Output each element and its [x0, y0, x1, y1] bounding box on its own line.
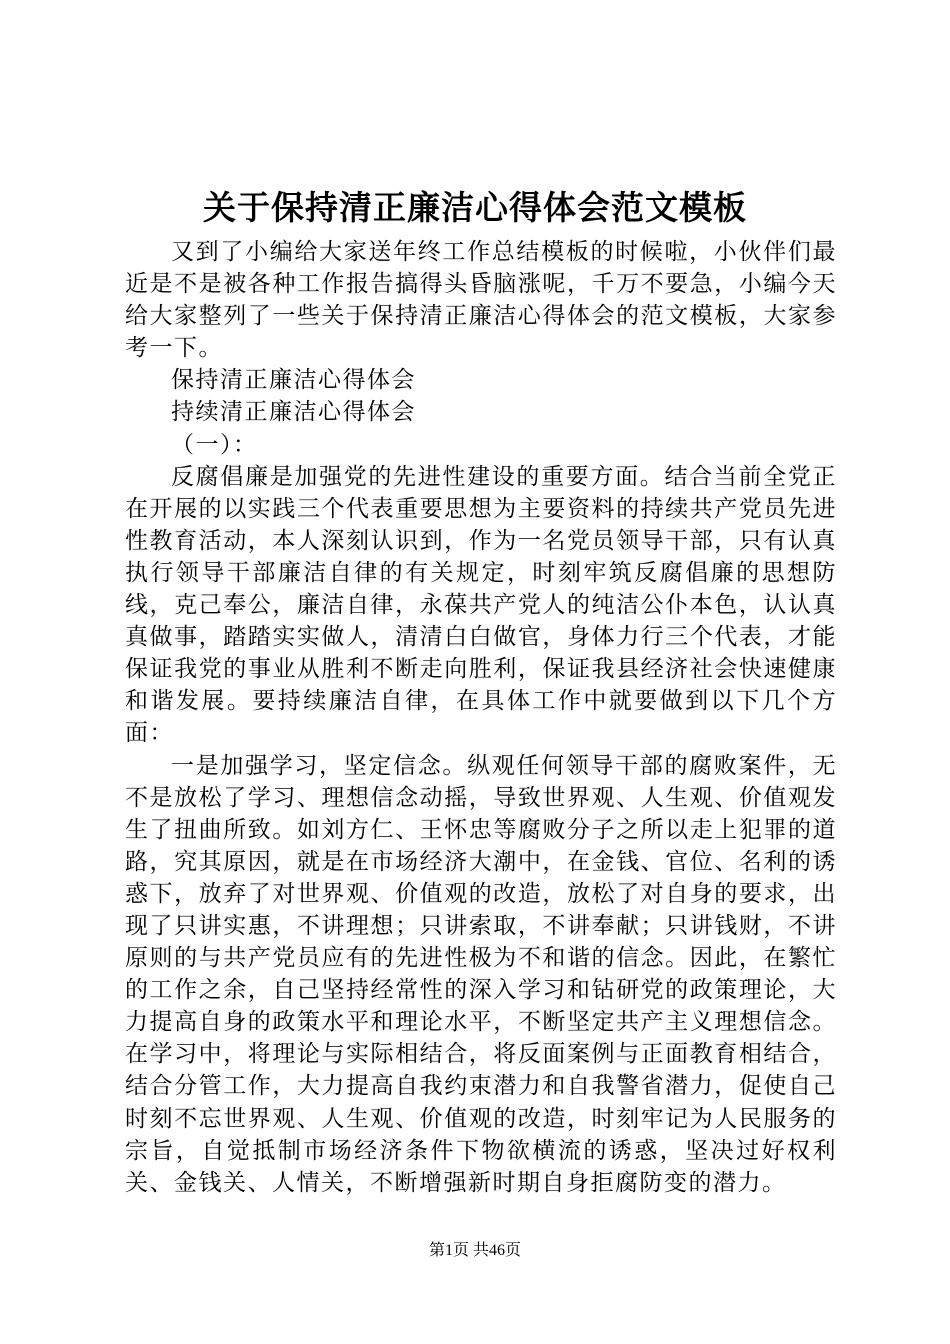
subheading-keep-clean: 保持清正廉洁心得体会 [171, 367, 416, 394]
page-title: 关于保持清正廉洁心得体会范文模板 [203, 188, 747, 227]
intro-paragraph: 又到了小编给大家送年终工作总结模板的时候啦，小伙伴们最近是不是被各种工作报告搞得头昏脑涨呢，千万不要急，小编今天给大家整列了一些关于保持清正廉洁心得体会的范文模板，大家参考一下。 [125, 239, 837, 362]
page-footer: 第1页 共46页 [428, 1242, 521, 1259]
document-body [125, 236, 837, 1199]
section-number: （一）： [171, 431, 258, 458]
subheading-sustain-clean: 持续清正廉洁心得体会 [171, 399, 416, 426]
body-paragraph-anticorruption: 反腐倡廉是加强党的先进性建设的重要方面。结合当前全党正在开展的以实践三个代表重要思想为主要资料的持续共产党员先进性教育活动，本人深刻认识到，作为一名党员领导干部，只有认真执行领导干部廉洁自律的有关规定，时刻牢筑反腐倡廉的思想防线，克己奉公，廉洁自律，永葆共产党人的纯洁公仆本色，认认真真做事，踏踏实实做人，清清白白做官，身体力行三个代表，才能保证我党的事业从胜利不断走向胜利，保证我县经济社会快速健康和谐发展。要持续廉洁自律，在具体工作中就要做到以下几个方面： [125, 463, 837, 747]
body-paragraph-study: 一是加强学习，坚定信念。纵观任何领导干部的腐败案件，无不是放松了学习、理想信念动摇，导致世界观、人生观、价值观发生了扭曲所致。如刘方仁、王怀忠等腐败分子之所以走上犯罪的道路，究其原因，就是在市场经济大潮中，在金钱、官位、名利的诱惑下，放弃了对世界观、价值观的改造，放松了对自身的要求，出现了只讲实惠，不讲理想；只讲索取，不讲奉献；只讲钱财，不讲原则的与共产党员应有的先进性极为不和谐的信念。因此，在繁忙的工作之余，自己坚持经常性的深入学习和钻研党的政策理论，大力提高自身的政策水平和理论水平，不断坚定共产主义理想信念。在学习中，将理论与实际相结合，将反面案例与正面教育相结合，结合分管工作，大力提高自我约束潜力和自我警省潜力，促使自己时刻不忘世界观、人生观、价值观的改造，时刻牢记为人民服务的宗旨，自觉抵制市场经济条件下物欲横流的诱惑，坚决过好权利关、金钱关、人情关，不断增强新时期自身拒腐防变的潜力。 [125, 752, 837, 1196]
